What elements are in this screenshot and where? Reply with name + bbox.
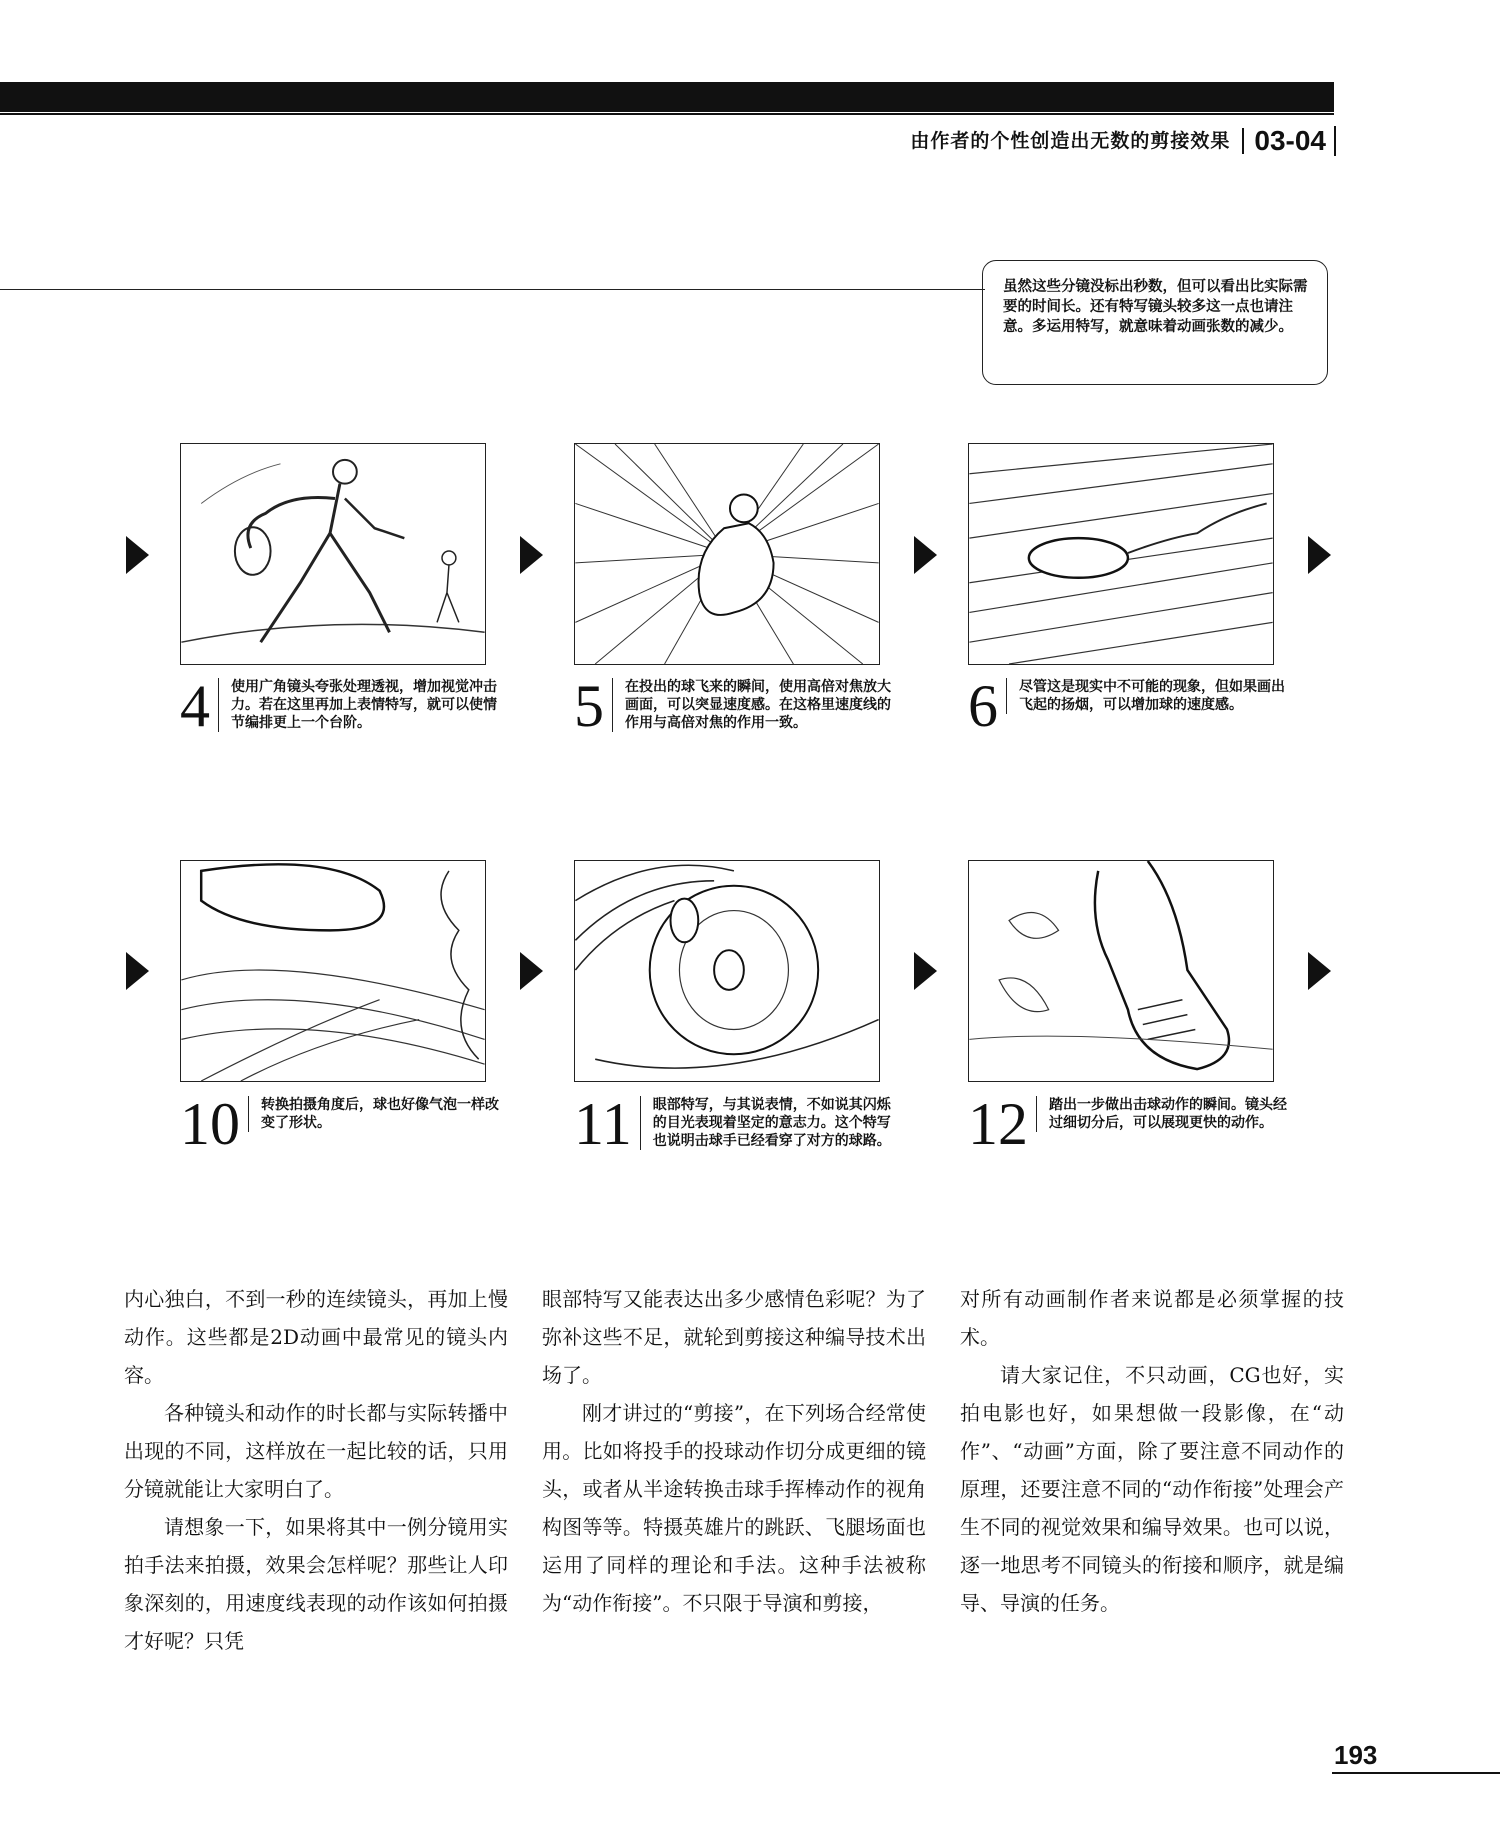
eye-closeup-sketch <box>575 861 879 1081</box>
section-code: 03-04 <box>1244 126 1336 156</box>
frame-number: 5 <box>574 673 604 739</box>
paragraph: 眼部特写又能表达出多少感情色彩呢？为了弥补这些不足，就轮到剪接这种编导技术出场了。 <box>542 1287 926 1387</box>
storyboard-frame-4 <box>180 443 486 665</box>
running-header <box>910 126 1336 156</box>
caption-12 <box>968 1091 1288 1157</box>
caption-11 <box>574 1091 894 1157</box>
caption-6 <box>968 673 1288 739</box>
arrow-icon <box>520 536 543 574</box>
paragraph: 各种镜头和动作的时长都与实际转播中出现的不同，这样放在一起比较的话，只用分镜就能让大家明白了。 <box>124 1401 508 1501</box>
paragraph: 对所有动画制作者来说都是必须掌握的技术。 <box>960 1287 1344 1349</box>
storyboard-frame-10 <box>180 860 486 1082</box>
paragraph: 请想象一下，如果将其中一例分镜用实拍手法来拍摄，效果会怎样呢？那些让人印象深刻的，用速度线表现的动作该如何拍摄才好呢？只凭 <box>124 1515 508 1653</box>
arrow-icon <box>126 952 149 990</box>
storyboard-frame-12 <box>968 860 1274 1082</box>
side-note: 虽然这些分镜没标出秒数，但可以看出比实际需要的时间长。还有特写镜头较多这一点也请注意。多运用特写，就意味着动画张数的减少。 <box>982 260 1328 385</box>
storyboard-frame-6 <box>968 443 1274 665</box>
frame-number: 10 <box>180 1091 240 1157</box>
caption-10 <box>180 1091 500 1157</box>
header-rule <box>0 113 1334 115</box>
paragraph: 刚才讲过的“剪接”，在下列场合经常使用。比如将投手的投球动作切分成更细的镜头，或者从半途转换击球手挥棒动作的视角构图等等。特摄英雄片的跳跃、飞腿场面也运用了同样的理论和手法。这种手法被称为“动作衔接”。不只限于导演和剪接， <box>542 1401 926 1615</box>
arrow-icon <box>914 536 937 574</box>
flying-ball-sketch <box>969 444 1273 664</box>
caption-text: 眼部特写，与其说表情，不如说其闪烁的目光表现着坚定的意志力。这个特写也说明击球手已经看穿了对方的球路。 <box>640 1096 894 1150</box>
storyboard-frame-5 <box>574 443 880 665</box>
caption-text: 踏出一步做出击球动作的瞬间。镜头经过细切分后，可以展现更快的动作。 <box>1036 1096 1288 1132</box>
paragraph: 请大家记住，不只动画，CG也好，实拍电影也好，如果想做一段影像，在“动作”、“动画”方面，除了要注意不同动作的原理，还要注意不同的“动作衔接”处理会产生不同的视觉效果和编导效果。也可以说，逐一地思考不同镜头的衔接和顺序，就是编导、导演的任务。 <box>960 1363 1344 1615</box>
arrow-icon <box>520 952 543 990</box>
frame-number: 4 <box>180 673 210 739</box>
arrow-icon <box>1308 536 1331 574</box>
caption-5 <box>574 673 894 739</box>
chapter-title: 由作者的个性创造出无数的剪接效果 <box>910 128 1244 154</box>
caption-text: 尽管这是现实中不可能的现象，但如果画出飞起的扬烟，可以增加球的速度感。 <box>1006 678 1288 714</box>
frame-number: 12 <box>968 1091 1028 1157</box>
frame-number: 6 <box>968 673 998 739</box>
arrow-icon <box>126 536 149 574</box>
page-number-rule <box>1332 1772 1500 1774</box>
header-bar <box>0 82 1334 112</box>
caption-4 <box>180 673 500 739</box>
frame-number: 11 <box>574 1091 632 1157</box>
bubble-ball-sketch <box>181 861 485 1081</box>
arrow-icon <box>1308 952 1331 990</box>
paragraph: 内心独白，不到一秒的连续镜头，再加上慢动作。这些都是2D动画中最常见的镜头内容。 <box>124 1287 508 1387</box>
caption-text: 使用广角镜头夸张处理透视，增加视觉冲击力。若在这里再加上表情特写，就可以使情节编排更上一个台阶。 <box>218 678 500 732</box>
body-column-1 <box>124 1280 508 1660</box>
caption-text: 转换拍摄角度后，球也好像气泡一样改变了形状。 <box>248 1096 500 1132</box>
body-column-3 <box>960 1280 1344 1622</box>
body-column-2 <box>542 1280 926 1622</box>
arrow-icon <box>914 952 937 990</box>
pitcher-sketch <box>181 444 485 664</box>
storyboard-frame-11 <box>574 860 880 1082</box>
note-leader-line <box>0 289 985 290</box>
shoe-step-sketch <box>969 861 1273 1081</box>
page-number: 193 <box>1334 1740 1378 1770</box>
caption-text: 在投出的球飞来的瞬间，使用高倍对焦放大画面，可以突显速度感。在这格里速度线的作用与高倍对焦的作用一致。 <box>612 678 894 732</box>
speed-lines-sketch <box>575 444 879 664</box>
